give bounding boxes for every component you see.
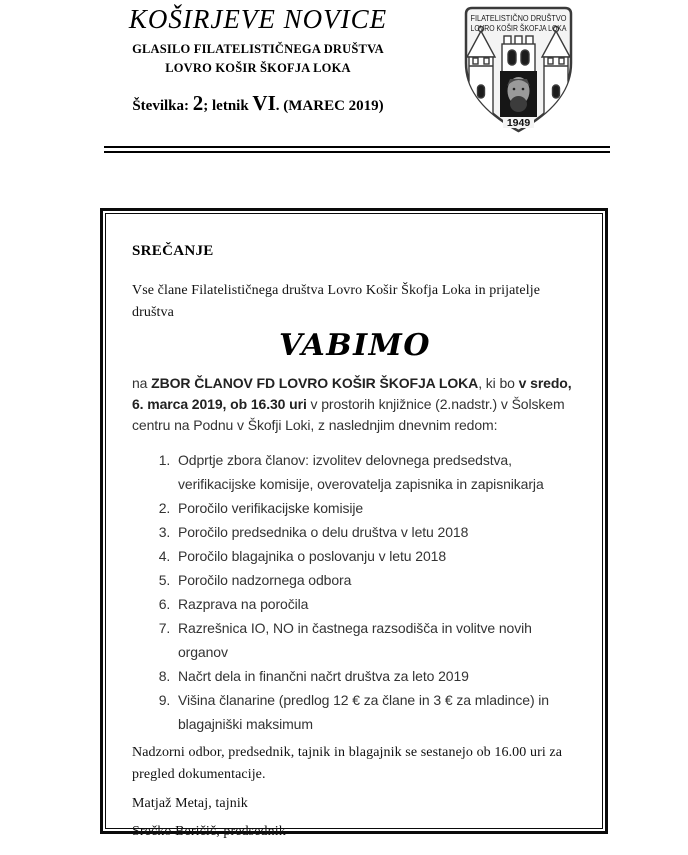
signature-secretary: Matjaž Metaj, tajnik [132,796,248,811]
issue-line [98,91,418,116]
logo-text-line1: FILATELISTIČNO DRUŠTVO [470,14,578,23]
logo-text-line2: LOVRO KOŠIR ŠKOFJA LOKA [470,24,585,33]
agenda-item-3: 3. Poročilo predsednika o delu društva v letu 2018 [174,520,584,544]
right-tower-window [553,85,560,98]
volume-number: VI [252,91,276,115]
intro-paragraph: Vse člane Filatelističnega društva Lovro Košir Škofja Loka in prijatelje društva [132,283,541,320]
invitation-paragraph [132,373,578,436]
agenda-item-1: 1. Odprtje zbora članov: izvolitev delovnega predsedstva, verifikacijske komisije, overovatelja zapisnika in zapisnikarja [174,448,584,496]
headline: VABIMO [279,328,431,363]
newsletter-title: KOŠIRJEVE NOVICE [128,4,388,34]
invitation-text-2: , ki bo [478,375,519,391]
agenda-item-6: 6. Razprava na poročila [174,592,584,616]
agenda-item-9: 9. Višina članarine (predlog 12 € za člane in 3 € za mladince) in blagajniški maksimum [174,688,584,736]
issue-date: . (MAREC 2019) [275,98,384,114]
signature-president: Srečko Beričič, predsednik [132,824,286,839]
header-divider [104,146,610,153]
portrait-stamp [500,71,537,117]
invitation-text-3: v prostorih knjižnice (2.nadstr.) v Šolskem centru na Podnu v Škofji Loki, z naslednjim dnevnim redom: [132,396,565,433]
agenda-item-2: 2. Poročilo verifikacijske komisije [174,496,584,520]
logo-year: 1949 [506,117,531,129]
invitation-box [100,208,608,839]
club-logo-image [461,5,585,136]
invitation-bold-1: ZBOR ČLANOV FD LOVRO KOŠIR ŠKOFJA LOKA [151,375,479,391]
note-paragraph: Nadzorni odbor, predsednik, tajnik in blagajnik se sestanejo ob 16.00 uri za pregled dokumentacije. [132,745,563,782]
left-tower-window [478,85,485,98]
center-window-right [521,50,529,65]
agenda-item-4: 4. Poročilo blagajnika o poslovanju v letu 2018 [174,544,584,568]
agenda-item-8: 8. Načrt dela in finančni načrt društva za leto 2019 [174,664,584,688]
newsletter-subtitle-1: GLASILO FILATELISTIČNEGA DRUŠTVA [132,42,384,56]
issue-number: 2 [192,91,204,115]
agenda-list [132,448,584,736]
agenda-item-7: 7. Razrešnica IO, NO in častnega razsodišča in volitve novih organov [174,616,584,664]
newsletter-subtitle-2: LOVRO KOŠIR ŠKOFJA LOKA [165,61,351,75]
agenda-item-5: 5. Poročilo nadzornega odbora [174,568,584,592]
section-kicker: SREČANJE [132,243,214,259]
center-window-left [508,50,516,65]
club-logo [461,5,585,136]
masthead [98,4,418,116]
center-tower [502,44,535,73]
invitation-bold-2: v sredo, 6. marca 2019, ob 16.30 uri [132,375,572,412]
issue-label: Številka: [132,98,193,114]
invitation-box-inner [105,213,603,839]
invitation-text-1: na [132,375,152,391]
volume-label: ; letnik [203,98,253,114]
